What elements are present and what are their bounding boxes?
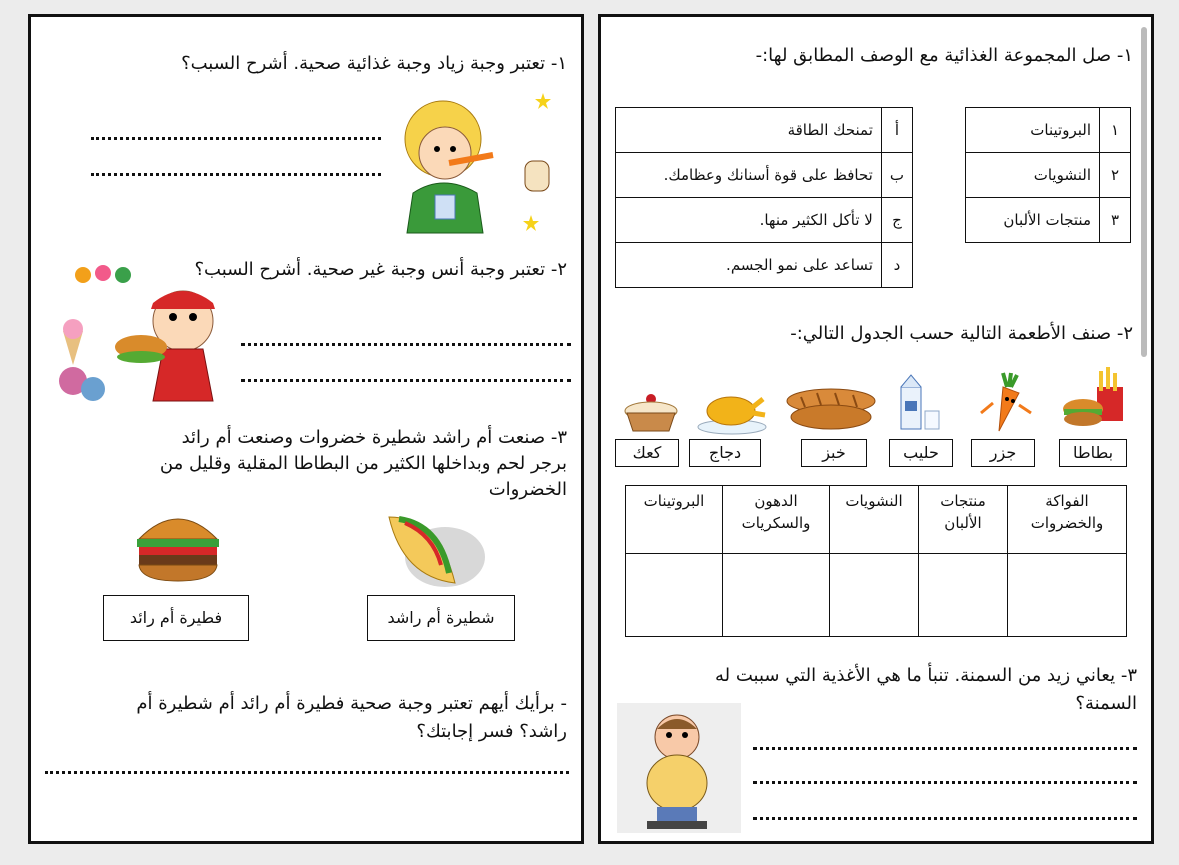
category-fats-sugars: الدهون والسكريات	[723, 486, 830, 554]
descriptions-table	[615, 107, 913, 288]
group-number: ٣	[1100, 198, 1131, 243]
cake-image	[621, 387, 681, 437]
description-text: تحافظ على قوة أسنانك وعظامك.	[616, 153, 882, 198]
category-proteins: البروتينات	[626, 486, 723, 554]
food-label-carrot: جزر	[971, 439, 1035, 467]
milk-image	[897, 375, 947, 431]
answer-line[interactable]	[753, 781, 1137, 784]
question-3-line1: ٣- صنعت أم راشد شطيرة خضروات وصنعت أم رائد	[181, 427, 567, 448]
answer-line[interactable]	[241, 343, 571, 346]
food-label-bread: خبز	[801, 439, 867, 467]
question-2-heading: ٢- تعتبر وجبة أنس وجبة غير صحية. أشرح السبب؟	[194, 259, 567, 280]
scrollbar[interactable]	[1141, 27, 1147, 357]
food-groups-table	[965, 107, 1131, 243]
chicken-image	[697, 387, 767, 435]
table-row	[966, 198, 1131, 243]
food-label-potato: بطاطا	[1059, 439, 1127, 467]
food-label-milk: حليب	[889, 439, 953, 467]
food-label-cake: كعك	[615, 439, 679, 467]
table-row	[626, 554, 1127, 637]
question-1-heading: ١- تعتبر وجبة زياد وجبة غذائية صحية. أشرح السبب؟	[181, 53, 567, 74]
group-number: ١	[1100, 108, 1131, 153]
description-text: تمنحك الطاقة	[616, 108, 882, 153]
classification-table	[625, 485, 1127, 637]
question-3-line2: السمنة؟	[1075, 693, 1137, 714]
answer-cell[interactable]	[830, 554, 919, 637]
description-key: د	[881, 243, 912, 288]
group-label: النشويات	[966, 153, 1100, 198]
bread-image	[783, 383, 879, 435]
table-row	[966, 153, 1131, 198]
overweight-boy-image	[617, 703, 741, 833]
question-4-line1: - برأيك أيهم تعتبر وجبة صحية فطيرة أم رائد أم شطيرة أم	[136, 693, 567, 714]
carrot-image	[973, 373, 1037, 433]
answer-cell[interactable]	[723, 554, 830, 637]
burger-image	[135, 505, 221, 585]
group-label: منتجات الألبان	[966, 198, 1100, 243]
answer-line[interactable]	[753, 747, 1137, 750]
table-row	[616, 243, 913, 288]
answer-line[interactable]	[91, 173, 381, 176]
question-1-heading: ١- صل المجموعة الغذائية مع الوصف المطابق لها:-	[755, 45, 1133, 66]
group-label: البروتينات	[966, 108, 1100, 153]
table-row	[616, 108, 913, 153]
question-2-heading: ٢- صنف الأطعمة التالية حسب الجدول التالي:-	[790, 323, 1133, 344]
question-4-line2: راشد؟ فسر إجابتك؟	[416, 721, 567, 742]
answer-line[interactable]	[753, 817, 1137, 820]
taco-image	[383, 507, 487, 593]
junk-food-boy-image	[43, 261, 243, 411]
question-3-line2: برجر لحم وبداخلها الكثير من البطاطا المقلية وقليل من	[159, 453, 567, 474]
fries-burger-image	[1061, 367, 1131, 437]
sandwich-label: شطيرة أم راشد	[367, 595, 515, 641]
left-worksheet-page	[28, 14, 584, 844]
description-key: ج	[881, 198, 912, 243]
group-number: ٢	[1100, 153, 1131, 198]
answer-line[interactable]	[91, 137, 381, 140]
category-starches: النشويات	[830, 486, 919, 554]
description-key: أ	[881, 108, 912, 153]
answer-line[interactable]	[45, 771, 569, 774]
table-row	[616, 153, 913, 198]
healthy-boy-image	[383, 83, 563, 233]
answer-cell[interactable]	[919, 554, 1008, 637]
right-worksheet-page	[598, 14, 1154, 844]
question-3-line3: الخضروات	[488, 479, 567, 500]
description-key: ب	[881, 153, 912, 198]
category-dairy: منتجات الألبان	[919, 486, 1008, 554]
description-text: تساعد على نمو الجسم.	[616, 243, 882, 288]
category-fruits-vegetables: الفواكة والخضروات	[1008, 486, 1127, 554]
description-text: لا تأكل الكثير منها.	[616, 198, 882, 243]
table-header-row	[626, 486, 1127, 554]
table-row	[966, 108, 1131, 153]
answer-cell[interactable]	[626, 554, 723, 637]
answer-line[interactable]	[241, 379, 571, 382]
food-label-chicken: دجاج	[689, 439, 761, 467]
answer-cell[interactable]	[1008, 554, 1127, 637]
question-3-line1: ٣- يعاني زيد من السمنة. تنبأ ما هي الأغذية التي سببت له	[715, 665, 1137, 686]
table-row	[616, 198, 913, 243]
burger-label: فطيرة أم رائد	[103, 595, 249, 641]
